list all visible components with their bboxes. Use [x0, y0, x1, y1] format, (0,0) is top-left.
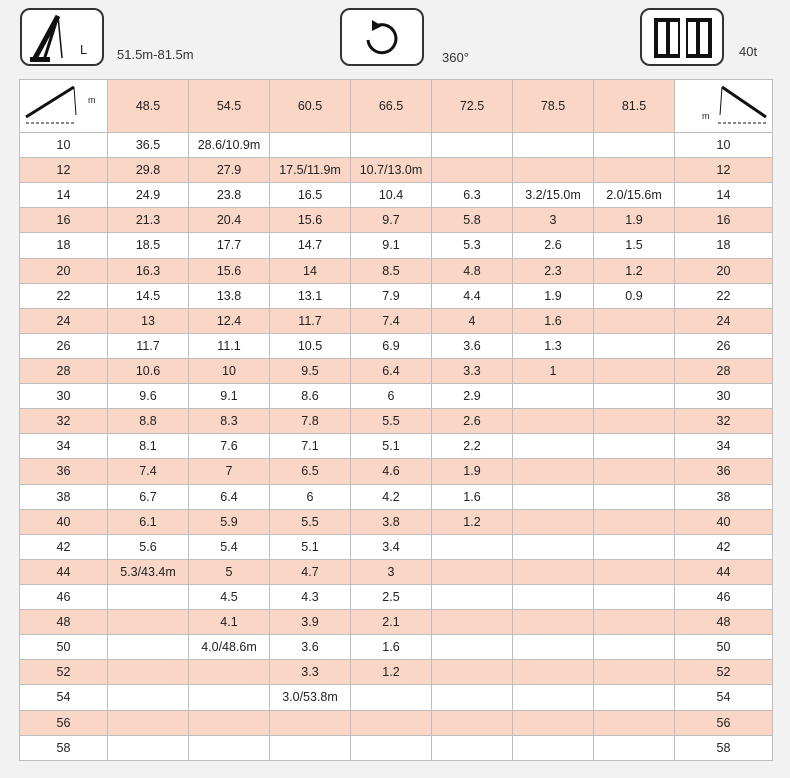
load-chart-table: [19, 79, 773, 761]
capacity-cell: [432, 710, 513, 735]
radius-cell-right: 16: [675, 208, 773, 233]
capacity-cell: [594, 358, 675, 383]
capacity-cell: [594, 685, 675, 710]
capacity-cell: 3.9: [270, 610, 351, 635]
capacity-cell: [108, 685, 189, 710]
capacity-cell: 9.7: [351, 208, 432, 233]
capacity-cell: [594, 660, 675, 685]
capacity-cell: [513, 559, 594, 584]
boom-length-header-row: [20, 80, 773, 133]
capacity-cell: 1.3: [513, 333, 594, 358]
capacity-cell: 5.3: [432, 233, 513, 258]
capacity-cell: [594, 559, 675, 584]
capacity-cell: [108, 584, 189, 609]
capacity-cell: 4.1: [189, 610, 270, 635]
boom-range-text: 51.5m-81.5m: [117, 47, 194, 62]
capacity-cell: 1.9: [432, 459, 513, 484]
boom-length-column-header: 78.5: [513, 80, 594, 133]
table-row: [20, 333, 773, 358]
radius-cell-left: 50: [20, 635, 108, 660]
capacity-cell: 16.5: [270, 183, 351, 208]
capacity-cell: 4.7: [270, 559, 351, 584]
capacity-cell: 9.5: [270, 358, 351, 383]
table-row: [20, 208, 773, 233]
capacity-cell: [513, 584, 594, 609]
capacity-cell: [108, 610, 189, 635]
counterweight-text: 40t: [739, 44, 758, 59]
table-row: [20, 660, 773, 685]
capacity-cell: [594, 158, 675, 183]
capacity-cell: 10: [189, 358, 270, 383]
capacity-cell: 6.5: [270, 459, 351, 484]
capacity-cell: 11.1: [189, 333, 270, 358]
capacity-cell: [108, 735, 189, 760]
capacity-cell: 4: [432, 308, 513, 333]
capacity-cell: 4.8: [432, 258, 513, 283]
capacity-cell: 5.9: [189, 509, 270, 534]
capacity-cell: 8.3: [189, 409, 270, 434]
capacity-cell: 13.1: [270, 283, 351, 308]
capacity-cell: 8.8: [108, 409, 189, 434]
radius-cell-right: 56: [675, 710, 773, 735]
capacity-cell: [513, 133, 594, 158]
capacity-cell: 3.2/15.0m: [513, 183, 594, 208]
capacity-cell: [351, 133, 432, 158]
capacity-cell: [189, 710, 270, 735]
capacity-cell: [594, 584, 675, 609]
capacity-cell: [432, 635, 513, 660]
capacity-cell: 1.9: [513, 283, 594, 308]
capacity-cell: [432, 559, 513, 584]
capacity-cell: 15.6: [270, 208, 351, 233]
capacity-cell: [513, 610, 594, 635]
capacity-cell: [189, 735, 270, 760]
radius-cell-right: 58: [675, 735, 773, 760]
radius-cell-left: 12: [20, 158, 108, 183]
load-chart-body: [20, 133, 773, 761]
capacity-cell: [594, 133, 675, 158]
capacity-cell: 2.6: [513, 233, 594, 258]
capacity-cell: 6.1: [108, 509, 189, 534]
capacity-cell: 2.3: [513, 258, 594, 283]
capacity-cell: 2.0/15.6m: [594, 183, 675, 208]
capacity-cell: 28.6/10.9m: [189, 133, 270, 158]
radius-cell-left: 30: [20, 384, 108, 409]
radius-cell-right: 22: [675, 283, 773, 308]
table-row: [20, 434, 773, 459]
capacity-cell: 2.9: [432, 384, 513, 409]
capacity-cell: 23.8: [189, 183, 270, 208]
table-row: [20, 283, 773, 308]
radius-cell-right: 30: [675, 384, 773, 409]
radius-cell-right: 38: [675, 484, 773, 509]
capacity-cell: [594, 509, 675, 534]
radius-cell-left: 34: [20, 434, 108, 459]
table-row: [20, 384, 773, 409]
capacity-cell: 17.5/11.9m: [270, 158, 351, 183]
boom-length-column-header: 72.5: [432, 80, 513, 133]
capacity-cell: 0.9: [594, 283, 675, 308]
capacity-cell: [594, 434, 675, 459]
capacity-cell: 5.5: [270, 509, 351, 534]
capacity-cell: 1.2: [351, 660, 432, 685]
table-row: [20, 509, 773, 534]
table-row: [20, 233, 773, 258]
counterweight-icon: [642, 10, 722, 64]
capacity-cell: [270, 710, 351, 735]
capacity-cell: 8.5: [351, 258, 432, 283]
capacity-cell: [513, 685, 594, 710]
capacity-cell: 13.8: [189, 283, 270, 308]
capacity-cell: [270, 735, 351, 760]
radius-cell-right: 50: [675, 635, 773, 660]
capacity-cell: [594, 484, 675, 509]
boom-length-column-header: 54.5: [189, 80, 270, 133]
capacity-cell: 1: [513, 358, 594, 383]
capacity-cell: 4.2: [351, 484, 432, 509]
capacity-cell: 1.5: [594, 233, 675, 258]
capacity-cell: 21.3: [108, 208, 189, 233]
capacity-cell: [351, 710, 432, 735]
boom-length-column-header: 66.5: [351, 80, 432, 133]
radius-cell-right: 42: [675, 534, 773, 559]
table-row: [20, 133, 773, 158]
capacity-cell: [513, 660, 594, 685]
capacity-cell: [432, 660, 513, 685]
capacity-cell: 3.3: [270, 660, 351, 685]
counterweight-icon-box: [640, 8, 724, 66]
capacity-cell: [513, 635, 594, 660]
radius-cell-left: 58: [20, 735, 108, 760]
capacity-cell: 6.4: [351, 358, 432, 383]
capacity-cell: [108, 660, 189, 685]
capacity-cell: 14: [270, 258, 351, 283]
capacity-cell: [594, 384, 675, 409]
radius-cell-left: 38: [20, 484, 108, 509]
capacity-cell: [432, 133, 513, 158]
capacity-cell: 5: [189, 559, 270, 584]
table-row: [20, 635, 773, 660]
radius-cell-right: 10: [675, 133, 773, 158]
radius-cell-left: 56: [20, 710, 108, 735]
radius-cell-left: 32: [20, 409, 108, 434]
table-row: [20, 685, 773, 710]
radius-cell-right: 54: [675, 685, 773, 710]
capacity-cell: 5.5: [351, 409, 432, 434]
capacity-cell: [594, 409, 675, 434]
radius-cell-right: 20: [675, 258, 773, 283]
capacity-cell: 7.1: [270, 434, 351, 459]
radius-cell-right: 34: [675, 434, 773, 459]
capacity-cell: 12.4: [189, 308, 270, 333]
radius-header-left: [20, 80, 108, 133]
radius-cell-right: 48: [675, 610, 773, 635]
table-row: [20, 559, 773, 584]
radius-unit-right: m: [701, 110, 709, 121]
capacity-cell: 6: [270, 484, 351, 509]
capacity-cell: [270, 133, 351, 158]
capacity-cell: [513, 384, 594, 409]
capacity-cell: [594, 610, 675, 635]
capacity-cell: 2.6: [432, 409, 513, 434]
capacity-cell: 1.6: [432, 484, 513, 509]
radius-cell-left: 46: [20, 584, 108, 609]
capacity-cell: [513, 434, 594, 459]
capacity-cell: [513, 735, 594, 760]
capacity-cell: 9.6: [108, 384, 189, 409]
capacity-cell: 14.5: [108, 283, 189, 308]
capacity-cell: [513, 509, 594, 534]
capacity-cell: [432, 685, 513, 710]
capacity-cell: 8.1: [108, 434, 189, 459]
radius-cell-left: 10: [20, 133, 108, 158]
rotation-text: 360°: [442, 50, 469, 65]
capacity-cell: [513, 534, 594, 559]
radius-cell-left: 16: [20, 208, 108, 233]
crane-radius-icon-right: [678, 81, 770, 129]
capacity-cell: [189, 685, 270, 710]
capacity-cell: 2.2: [432, 434, 513, 459]
radius-cell-left: 20: [20, 258, 108, 283]
capacity-cell: [351, 685, 432, 710]
capacity-cell: [594, 534, 675, 559]
radius-cell-left: 54: [20, 685, 108, 710]
capacity-cell: 6: [351, 384, 432, 409]
capacity-cell: 5.4: [189, 534, 270, 559]
capacity-cell: 3: [351, 559, 432, 584]
capacity-cell: [189, 660, 270, 685]
capacity-cell: 11.7: [270, 308, 351, 333]
capacity-cell: 11.7: [108, 333, 189, 358]
radius-cell-left: 52: [20, 660, 108, 685]
capacity-cell: [594, 308, 675, 333]
boom-length-column-header: 81.5: [594, 80, 675, 133]
capacity-cell: 1.6: [513, 308, 594, 333]
capacity-cell: [594, 735, 675, 760]
capacity-cell: 7.4: [108, 459, 189, 484]
capacity-cell: 14.7: [270, 233, 351, 258]
capacity-cell: 1.9: [594, 208, 675, 233]
capacity-cell: [513, 409, 594, 434]
table-row: [20, 308, 773, 333]
radius-cell-left: 44: [20, 559, 108, 584]
capacity-cell: 27.9: [189, 158, 270, 183]
capacity-cell: 3.6: [270, 635, 351, 660]
radius-cell-right: 18: [675, 233, 773, 258]
capacity-cell: 10.5: [270, 333, 351, 358]
table-row: [20, 610, 773, 635]
radius-cell-right: 12: [675, 158, 773, 183]
capacity-cell: [594, 635, 675, 660]
capacity-cell: 16.3: [108, 258, 189, 283]
boom-length-icon: [20, 8, 104, 66]
rotation-icon: [342, 10, 422, 64]
capacity-cell: 20.4: [189, 208, 270, 233]
radius-unit-left: m: [87, 94, 95, 105]
radius-cell-right: 32: [675, 409, 773, 434]
capacity-cell: [108, 710, 189, 735]
radius-cell-right: 26: [675, 333, 773, 358]
capacity-cell: [432, 584, 513, 609]
capacity-cell: 7.9: [351, 283, 432, 308]
capacity-cell: 36.5: [108, 133, 189, 158]
capacity-cell: 13: [108, 308, 189, 333]
capacity-cell: 29.8: [108, 158, 189, 183]
table-row: [20, 183, 773, 208]
radius-cell-right: 40: [675, 509, 773, 534]
table-row: [20, 158, 773, 183]
capacity-cell: 5.6: [108, 534, 189, 559]
capacity-cell: 2.5: [351, 584, 432, 609]
capacity-cell: 3: [513, 208, 594, 233]
capacity-cell: 7.8: [270, 409, 351, 434]
boom-length-label: L: [80, 42, 88, 57]
capacity-cell: [432, 158, 513, 183]
capacity-cell: 6.3: [432, 183, 513, 208]
table-row: [20, 358, 773, 383]
capacity-cell: [594, 459, 675, 484]
capacity-cell: 24.9: [108, 183, 189, 208]
capacity-cell: 5.8: [432, 208, 513, 233]
radius-cell-right: 28: [675, 358, 773, 383]
capacity-cell: [513, 710, 594, 735]
capacity-cell: 9.1: [189, 384, 270, 409]
capacity-cell: [351, 735, 432, 760]
capacity-cell: 10.7/13.0m: [351, 158, 432, 183]
radius-cell-right: 52: [675, 660, 773, 685]
capacity-cell: 10.6: [108, 358, 189, 383]
capacity-cell: 18.5: [108, 233, 189, 258]
capacity-cell: [432, 610, 513, 635]
boom-length-column-header: 48.5: [108, 80, 189, 133]
capacity-cell: 5.1: [351, 434, 432, 459]
capacity-cell: 3.6: [432, 333, 513, 358]
capacity-cell: 2.1: [351, 610, 432, 635]
capacity-cell: 4.5: [189, 584, 270, 609]
capacity-cell: 7: [189, 459, 270, 484]
radius-cell-left: 48: [20, 610, 108, 635]
capacity-cell: [513, 459, 594, 484]
capacity-cell: 8.6: [270, 384, 351, 409]
capacity-cell: 6.7: [108, 484, 189, 509]
radius-cell-left: 40: [20, 509, 108, 534]
rotation-icon-box: [340, 8, 424, 66]
radius-cell-left: 36: [20, 459, 108, 484]
radius-header-right: [675, 80, 773, 133]
capacity-cell: 1.2: [432, 509, 513, 534]
capacity-cell: 1.2: [594, 258, 675, 283]
radius-cell-left: 24: [20, 308, 108, 333]
table-row: [20, 584, 773, 609]
table-row: [20, 534, 773, 559]
capacity-cell: [108, 635, 189, 660]
capacity-cell: [594, 710, 675, 735]
capacity-cell: 4.4: [432, 283, 513, 308]
radius-cell-left: 14: [20, 183, 108, 208]
capacity-cell: [432, 534, 513, 559]
capacity-cell: 9.1: [351, 233, 432, 258]
radius-cell-left: 22: [20, 283, 108, 308]
boom-length-column-header: 60.5: [270, 80, 351, 133]
radius-cell-left: 28: [20, 358, 108, 383]
radius-cell-right: 36: [675, 459, 773, 484]
capacity-cell: 10.4: [351, 183, 432, 208]
radius-cell-left: 18: [20, 233, 108, 258]
capacity-cell: 7.4: [351, 308, 432, 333]
capacity-cell: 5.1: [270, 534, 351, 559]
table-row: [20, 258, 773, 283]
table-row: [20, 735, 773, 760]
radius-cell-left: 42: [20, 534, 108, 559]
radius-cell-right: 24: [675, 308, 773, 333]
capacity-cell: 3.3: [432, 358, 513, 383]
crane-radius-icon: [22, 81, 106, 129]
capacity-cell: 6.9: [351, 333, 432, 358]
capacity-cell: 4.6: [351, 459, 432, 484]
capacity-cell: 17.7: [189, 233, 270, 258]
capacity-cell: 4.0/48.6m: [189, 635, 270, 660]
capacity-cell: 15.6: [189, 258, 270, 283]
capacity-cell: [594, 333, 675, 358]
capacity-cell: 7.6: [189, 434, 270, 459]
capacity-cell: 3.8: [351, 509, 432, 534]
radius-cell-right: 44: [675, 559, 773, 584]
radius-cell-left: 26: [20, 333, 108, 358]
capacity-cell: [432, 735, 513, 760]
capacity-cell: 4.3: [270, 584, 351, 609]
capacity-cell: 3.0/53.8m: [270, 685, 351, 710]
radius-cell-right: 46: [675, 584, 773, 609]
table-row: [20, 459, 773, 484]
radius-cell-right: 14: [675, 183, 773, 208]
table-row: [20, 484, 773, 509]
capacity-cell: 3.4: [351, 534, 432, 559]
crane-boom-icon: [22, 10, 102, 64]
table-row: [20, 710, 773, 735]
capacity-cell: 1.6: [351, 635, 432, 660]
capacity-cell: 6.4: [189, 484, 270, 509]
capacity-cell: 5.3/43.4m: [108, 559, 189, 584]
capacity-cell: [513, 158, 594, 183]
capacity-cell: [513, 484, 594, 509]
table-row: [20, 409, 773, 434]
